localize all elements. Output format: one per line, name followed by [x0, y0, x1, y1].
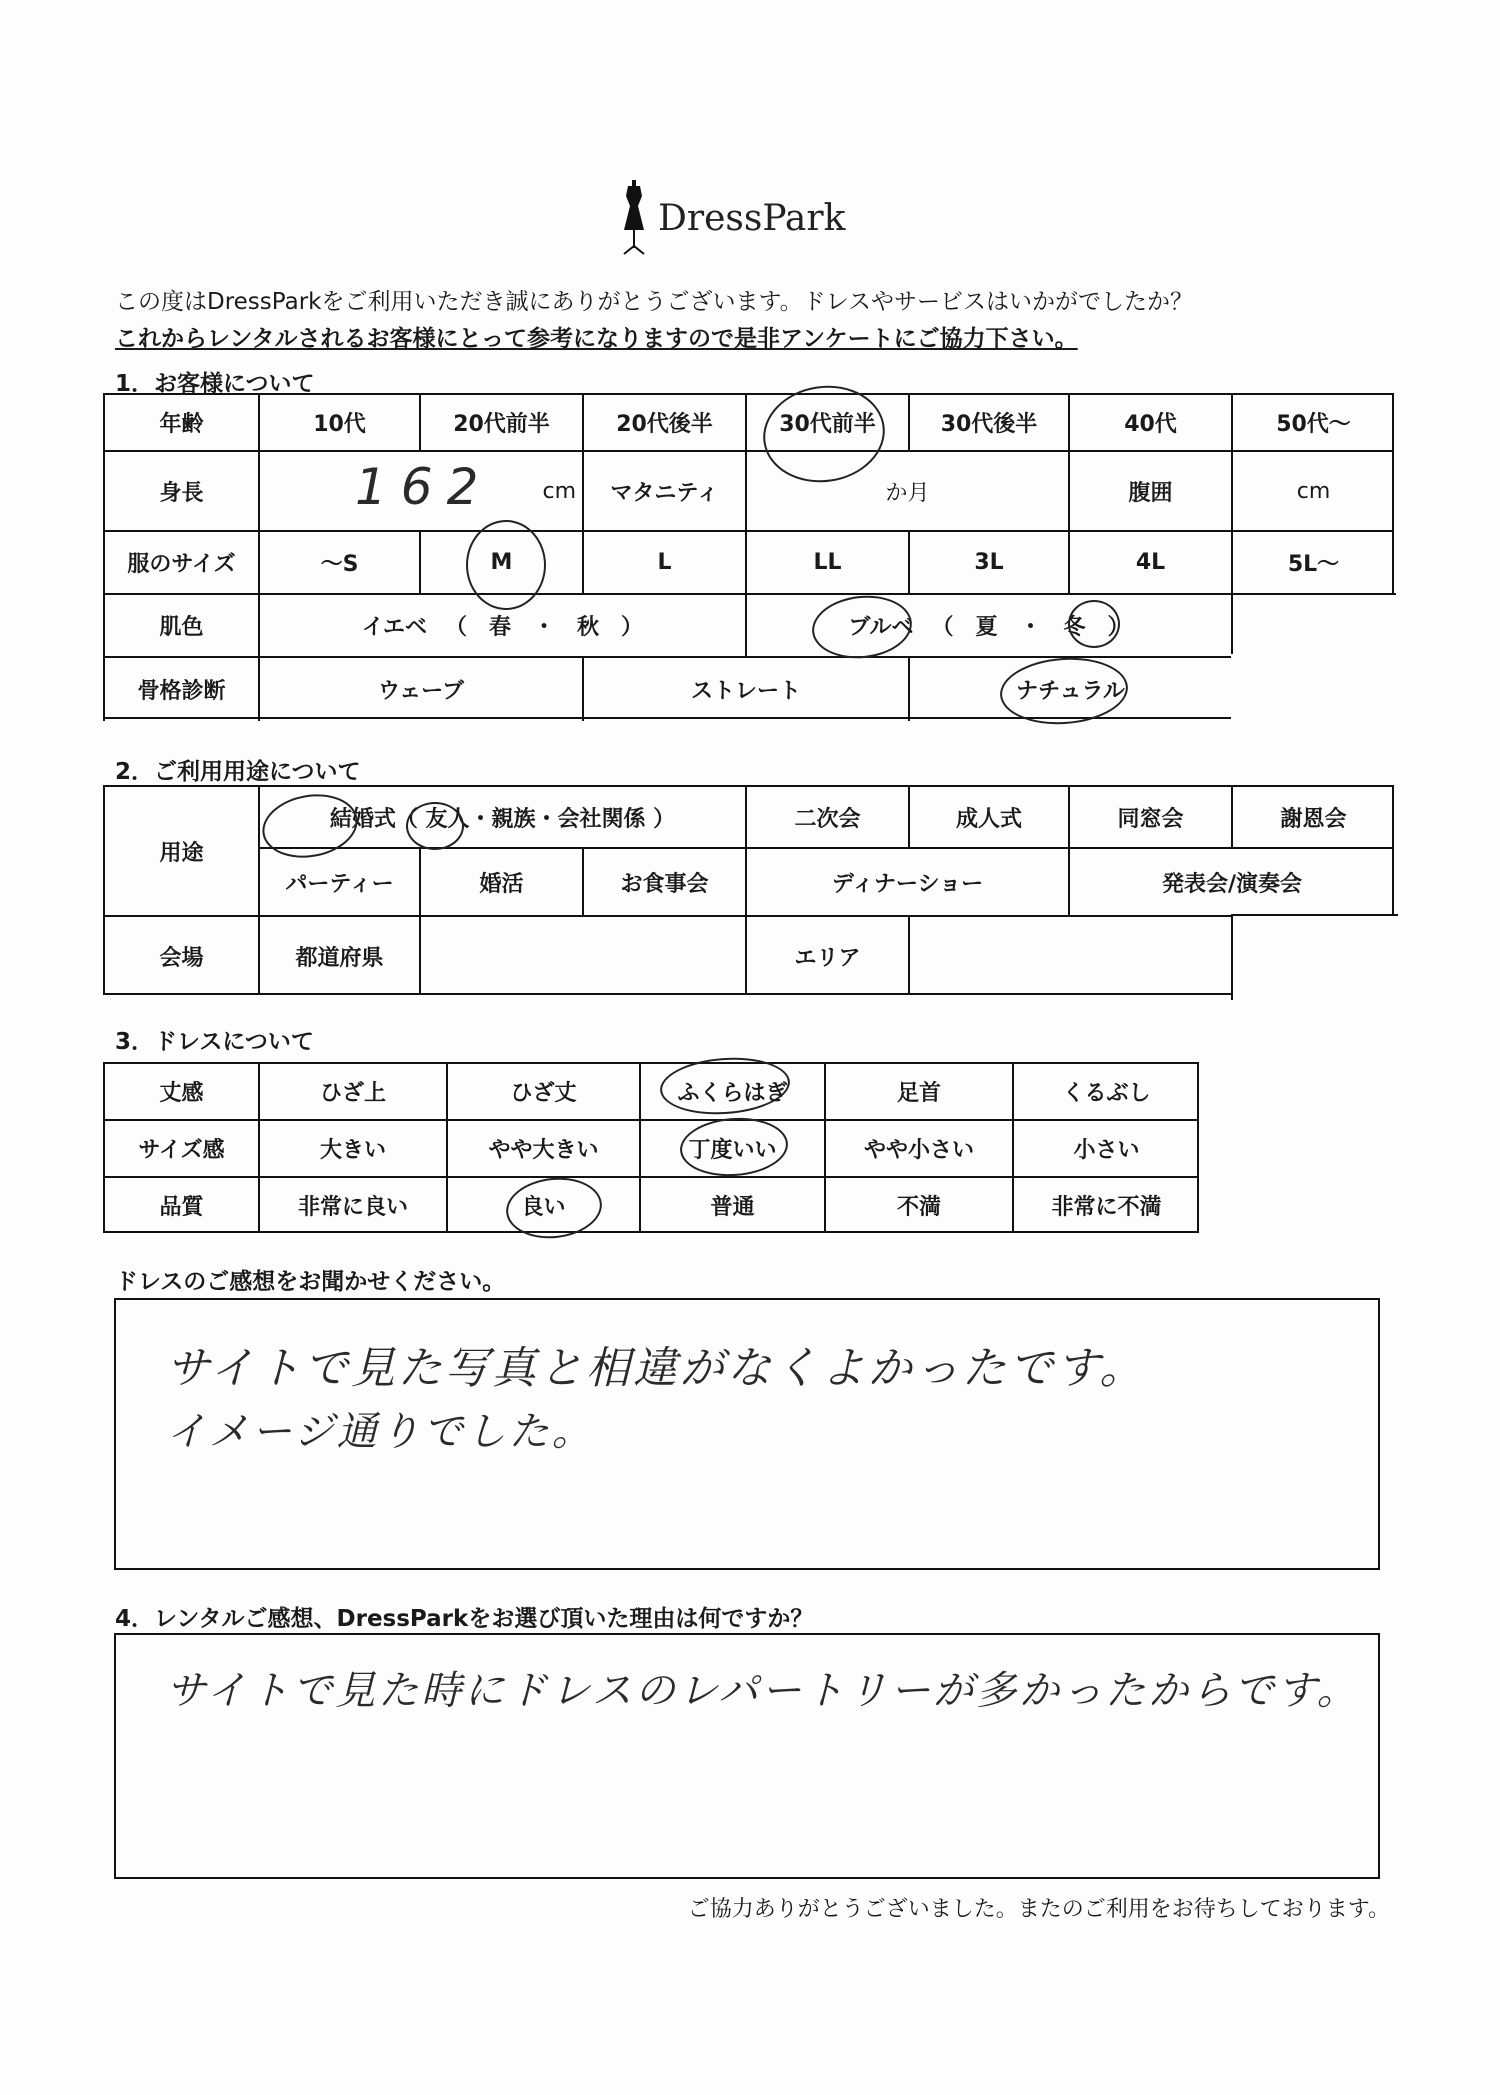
quality-label: 品質	[103, 1176, 258, 1233]
size-option[interactable]: 4L	[1068, 530, 1231, 593]
quality-option[interactable]: 良い	[446, 1176, 639, 1233]
purpose-option[interactable]: パーティー	[258, 847, 419, 915]
selection-circle	[1068, 600, 1120, 648]
size-option[interactable]: L	[582, 530, 745, 593]
purpose-option[interactable]: 発表会/演奏会	[1068, 847, 1394, 915]
prefecture-label: 都道府県	[258, 915, 419, 995]
table-2-notch	[1231, 914, 1398, 1000]
length-label: 丈感	[103, 1062, 258, 1119]
dress-comment-prompt: ドレスのご感想をお聞かせください。	[115, 1269, 506, 1295]
age-label: 年齢	[103, 393, 258, 450]
prefecture-field[interactable]	[419, 915, 745, 995]
age-option[interactable]: 40代	[1068, 393, 1231, 450]
waist-field[interactable]	[1231, 450, 1394, 530]
maternity-label: マタニティ	[582, 450, 745, 530]
height-value: 162	[355, 458, 493, 516]
age-option[interactable]: 20代後半	[582, 393, 745, 450]
size-label: 服のサイズ	[103, 530, 258, 593]
fit-option[interactable]: 大きい	[258, 1119, 446, 1176]
blue-seasons: （ 夏 ・ 冬 ）	[931, 615, 1130, 640]
reason-answer: サイトで見た時にドレスのレパートリーが多かったからです。	[166, 1668, 1360, 1714]
length-option[interactable]: 足首	[824, 1062, 1012, 1119]
frame-label: 骨格診断	[103, 656, 258, 721]
fit-option[interactable]: やや小さい	[824, 1119, 1012, 1176]
quality-option[interactable]: 非常に不満	[1012, 1176, 1199, 1233]
age-option[interactable]: 10代	[258, 393, 419, 450]
size-option[interactable]: LL	[745, 530, 908, 593]
purpose-option[interactable]: 謝恩会	[1231, 785, 1394, 847]
length-option[interactable]: ふくらはぎ	[639, 1062, 824, 1119]
size-option[interactable]: 3L	[908, 530, 1068, 593]
yellow-seasons: （ 春 ・ 秋 ）	[445, 615, 644, 640]
wedding-option[interactable]: 結婚式（ 友人・親族・会社関係 ）	[258, 785, 745, 847]
customer-table	[103, 393, 1394, 719]
months-unit: か月	[885, 480, 930, 506]
height-label: 身長	[103, 450, 258, 530]
age-option[interactable]: 20代前半	[419, 393, 582, 450]
yellow-label: イエベ	[361, 615, 428, 640]
fit-option[interactable]: 丁度いい	[639, 1119, 824, 1176]
size-option[interactable]: M	[419, 530, 582, 593]
table-1-notch	[1231, 654, 1396, 724]
skin-label: 肌色	[103, 593, 258, 656]
blue-label: ブルベ	[848, 615, 914, 640]
frame-option[interactable]: ナチュラル	[908, 656, 1231, 721]
dress-table	[103, 1062, 1199, 1233]
quality-option[interactable]: 普通	[639, 1176, 824, 1233]
size-option[interactable]: 〜S	[258, 530, 419, 593]
purpose-option[interactable]: 同窓会	[1068, 785, 1231, 847]
fit-option[interactable]: やや大きい	[446, 1119, 639, 1176]
size-option[interactable]: 5L〜	[1231, 530, 1394, 593]
section-4-title: 4．レンタルご感想、DressParkをお選び頂いた理由は何ですか？	[115, 1606, 814, 1632]
purpose-option[interactable]: お食事会	[582, 847, 745, 915]
dress-comment-line-2: イメージ通りでした。	[166, 1409, 595, 1455]
length-option[interactable]: ひざ丈	[446, 1062, 639, 1119]
fit-option[interactable]: 小さい	[1012, 1119, 1199, 1176]
dress-comment-line-1: サイトで見た写真と相違がなくよかったです。	[166, 1343, 1147, 1394]
length-option[interactable]: ひざ上	[258, 1062, 446, 1119]
logo-text: DressPark	[658, 197, 846, 239]
footer-thanks: ご協力ありがとうございました。またのご利用をお待ちしております。	[687, 1897, 1390, 1922]
waist-unit: cm	[1296, 478, 1331, 504]
age-option[interactable]: 30代後半	[908, 393, 1068, 450]
area-field[interactable]	[908, 915, 1231, 995]
dress-comment-box[interactable]	[114, 1298, 1380, 1570]
quality-option[interactable]: 非常に良い	[258, 1176, 446, 1233]
intro-line-2: これからレンタルされるお客様にとって参考になりますので是非アンケートにご協力下さい。	[115, 326, 1078, 352]
intro-line-1: この度はDressParkをご利用いただき誠にありがとうございます。ドレスやサービスはいかがでしたか？	[115, 289, 1193, 315]
purpose-label: 用途	[103, 785, 258, 915]
frame-option[interactable]: ストレート	[582, 656, 908, 721]
age-option[interactable]: 50代〜	[1231, 393, 1394, 450]
purpose-option[interactable]: 婚活	[419, 847, 582, 915]
section-1-title: 1．お客様について	[115, 371, 315, 397]
dress-form-icon	[620, 180, 648, 256]
purpose-option[interactable]: 成人式	[908, 785, 1068, 847]
frame-option[interactable]: ウェーブ	[258, 656, 582, 721]
logo	[620, 180, 845, 256]
age-option[interactable]: 30代前半	[745, 393, 908, 450]
fit-label: サイズ感	[103, 1119, 258, 1176]
length-option[interactable]: くるぶし	[1012, 1062, 1199, 1119]
reason-box[interactable]	[114, 1633, 1380, 1879]
purpose-option[interactable]: ディナーショー	[745, 847, 1068, 915]
area-label: エリア	[745, 915, 908, 995]
section-2-title: 2．ご利用用途について	[115, 759, 361, 785]
selection-circle	[466, 520, 546, 610]
waist-label: 腹囲	[1068, 450, 1231, 530]
selection-circle	[406, 802, 464, 850]
height-unit: cm	[542, 478, 576, 504]
purpose-option[interactable]: 二次会	[745, 785, 908, 847]
venue-label: 会場	[103, 915, 258, 995]
quality-option[interactable]: 不満	[824, 1176, 1012, 1233]
section-3-title: 3．ドレスについて	[115, 1029, 314, 1055]
